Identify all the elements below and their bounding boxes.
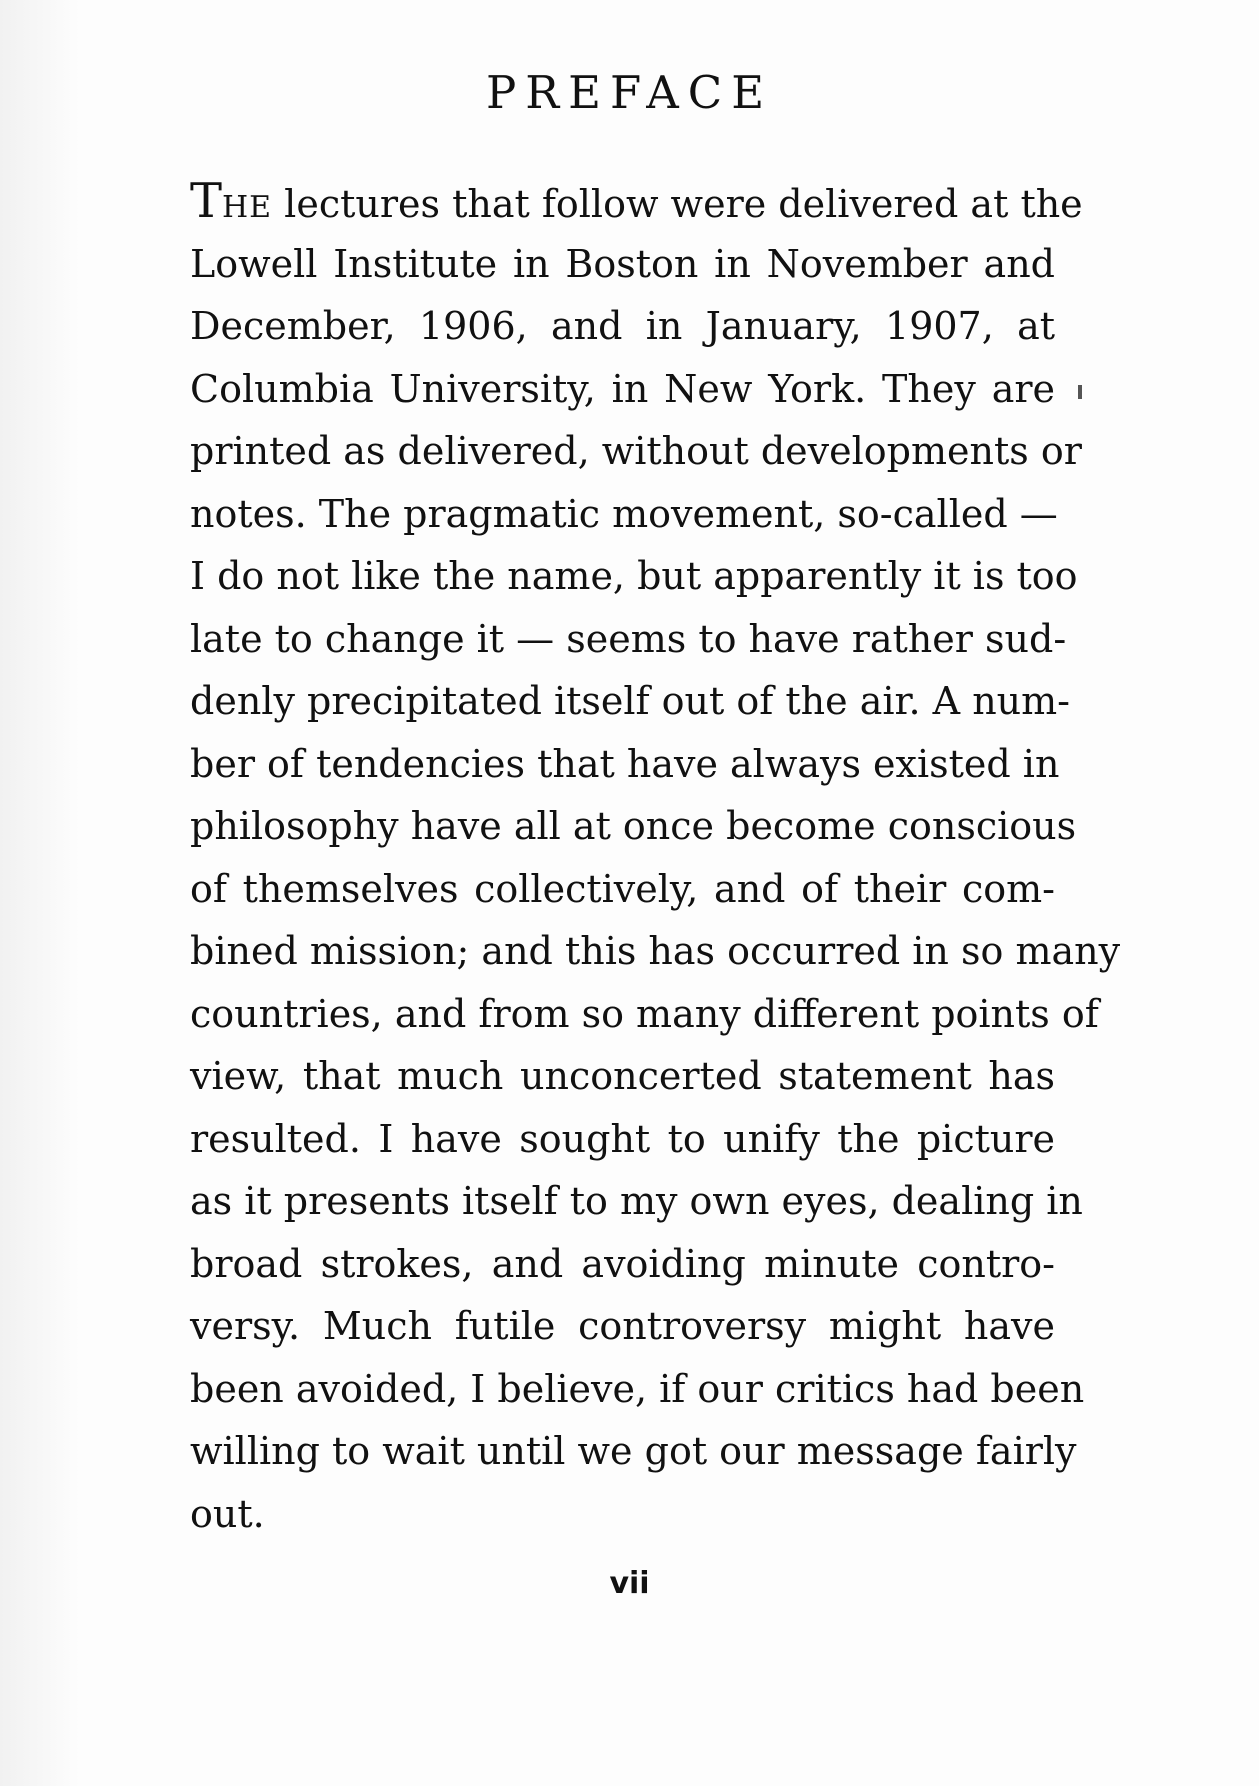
text-line: I do not like the name, but apparently it is too	[190, 554, 1078, 598]
text-line: versy. Much futile controversy might have	[190, 1304, 1055, 1348]
text-line: Lowell Institute in Boston in November and	[190, 241, 1055, 286]
text-line: December, 1906, and in January, 1907, at	[190, 304, 1055, 348]
gutter-shadow	[0, 0, 80, 1786]
text-line: resulted. I have sought to unify the picture	[190, 1116, 1055, 1161]
text-line: countries, and from so many different points of	[190, 991, 1099, 1036]
text-line-content: lectures that follow were delivered at the	[284, 182, 1083, 226]
page-number: vii	[609, 1566, 650, 1601]
text-line	[190, 170, 1083, 233]
drop-cap: T	[190, 173, 223, 229]
text-line: late to change it — seems to have rather sud-	[190, 616, 1067, 661]
page-title: PREFACE	[485, 66, 774, 119]
text-line: notes. The pragmatic movement, so-called —	[190, 491, 1058, 536]
margin-mark	[1078, 385, 1082, 399]
text-line: out.	[190, 1491, 265, 1536]
text-line: view, that much unconcerted statement has	[190, 1054, 1055, 1098]
text-line: Columbia University, in New York. They are	[190, 366, 1055, 411]
text-line: been avoided, I believe, if our critics had been	[190, 1366, 1085, 1411]
text-line: willing to wait until we got our message fairly	[190, 1429, 1077, 1473]
preface-text	[190, 170, 1121, 1545]
text-line: denly precipitated itself out of the air. A num-	[190, 679, 1071, 723]
text-line: printed as delivered, without developments or	[190, 429, 1082, 473]
text-line: bined mission; and this has occurred in so many	[190, 929, 1121, 973]
text-line: philosophy have all at once become conscious	[190, 804, 1077, 848]
text-line: of themselves collectively, and of their com-	[190, 866, 1055, 911]
text-line: ber of tendencies that have always existed in	[190, 741, 1060, 786]
first-word-smallcaps: HE	[222, 190, 273, 225]
text-line: broad strokes, and avoiding minute contro-	[190, 1241, 1055, 1286]
text-line: as it presents itself to my own eyes, dealing in	[190, 1179, 1083, 1223]
